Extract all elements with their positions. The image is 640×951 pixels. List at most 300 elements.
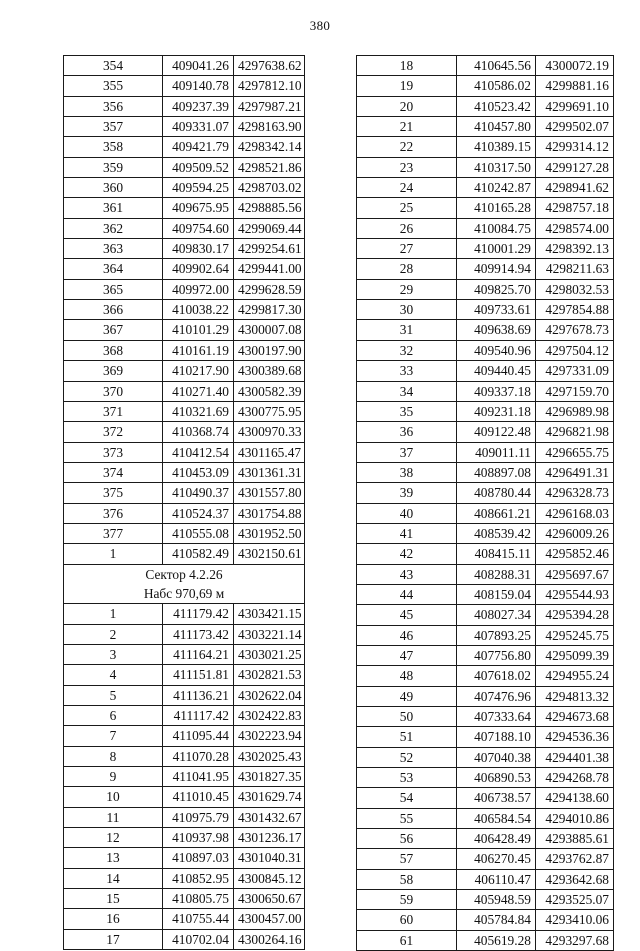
x-coordinate-cell: 410217.90	[163, 361, 234, 381]
y-coordinate-cell: 4300775.95	[234, 401, 305, 421]
y-coordinate-cell: 4301040.31	[234, 848, 305, 868]
table-row	[357, 117, 614, 137]
table-row	[357, 56, 614, 76]
point-number-cell: 371	[64, 401, 163, 421]
point-number-cell: 55	[357, 808, 457, 828]
x-coordinate-cell: 406890.53	[457, 768, 536, 788]
x-coordinate-cell: 406738.57	[457, 788, 536, 808]
x-coordinate-cell: 410165.28	[457, 198, 536, 218]
x-coordinate-cell: 410317.50	[457, 157, 536, 177]
x-coordinate-cell: 407333.64	[457, 707, 536, 727]
x-coordinate-cell: 410453.09	[163, 462, 234, 482]
x-coordinate-cell: 411151.81	[163, 665, 234, 685]
table-row	[357, 645, 614, 665]
table-row	[357, 361, 614, 381]
table-row	[357, 727, 614, 747]
y-coordinate-cell: 4298757.18	[536, 198, 614, 218]
table-row	[64, 300, 305, 320]
y-coordinate-cell: 4301557.80	[234, 483, 305, 503]
point-number-cell: 376	[64, 503, 163, 523]
y-coordinate-cell: 4293525.07	[536, 890, 614, 910]
table-row	[64, 117, 305, 137]
y-coordinate-cell: 4300197.90	[234, 340, 305, 360]
x-coordinate-cell: 409421.79	[163, 137, 234, 157]
y-coordinate-cell: 4300650.67	[234, 889, 305, 909]
point-number-cell: 361	[64, 198, 163, 218]
point-number-cell: 19	[357, 76, 457, 96]
table-row	[64, 56, 305, 76]
table-row	[357, 930, 614, 950]
table-row	[357, 218, 614, 238]
table-row	[357, 829, 614, 849]
x-coordinate-cell: 409675.95	[163, 198, 234, 218]
point-number-cell: 3	[64, 644, 163, 664]
point-number-cell: 354	[64, 56, 163, 76]
table-row	[64, 685, 305, 705]
y-coordinate-cell: 4296328.73	[536, 483, 614, 503]
y-coordinate-cell: 4295245.75	[536, 625, 614, 645]
x-coordinate-cell: 411095.44	[163, 726, 234, 746]
table-row	[357, 96, 614, 116]
point-number-cell: 24	[357, 178, 457, 198]
table-row	[64, 544, 305, 564]
y-coordinate-cell: 4296989.98	[536, 401, 614, 421]
y-coordinate-cell: 4298163.90	[234, 117, 305, 137]
table-row	[357, 625, 614, 645]
point-number-cell: 12	[64, 828, 163, 848]
table-row	[64, 381, 305, 401]
point-number-cell: 2	[64, 624, 163, 644]
table-row	[64, 96, 305, 116]
table-row	[357, 340, 614, 360]
x-coordinate-cell: 408027.34	[457, 605, 536, 625]
point-number-cell: 41	[357, 523, 457, 543]
point-number-cell: 13	[64, 848, 163, 868]
point-number-cell: 366	[64, 300, 163, 320]
table-row	[357, 279, 614, 299]
x-coordinate-cell: 406270.45	[457, 849, 536, 869]
point-number-cell: 1	[64, 544, 163, 564]
y-coordinate-cell: 4295852.46	[536, 544, 614, 564]
x-coordinate-cell: 410555.08	[163, 523, 234, 543]
point-number-cell: 27	[357, 239, 457, 259]
table-row	[357, 564, 614, 584]
x-coordinate-cell: 408780.44	[457, 483, 536, 503]
y-coordinate-cell: 4294536.36	[536, 727, 614, 747]
y-coordinate-cell: 4293885.61	[536, 829, 614, 849]
x-coordinate-cell: 409540.96	[457, 340, 536, 360]
point-number-cell: 61	[357, 930, 457, 950]
point-number-cell: 36	[357, 422, 457, 442]
x-coordinate-cell: 410038.22	[163, 300, 234, 320]
table-row	[64, 604, 305, 624]
table-row	[64, 767, 305, 787]
point-number-cell: 5	[64, 685, 163, 705]
point-number-cell: 357	[64, 117, 163, 137]
y-coordinate-cell: 4301754.88	[234, 503, 305, 523]
point-number-cell: 21	[357, 117, 457, 137]
table-row	[357, 483, 614, 503]
table-row	[64, 76, 305, 96]
table-row	[357, 422, 614, 442]
table-row	[64, 787, 305, 807]
y-coordinate-cell: 4296009.26	[536, 523, 614, 543]
x-coordinate-cell: 408539.42	[457, 523, 536, 543]
x-coordinate-cell: 410412.54	[163, 442, 234, 462]
x-coordinate-cell: 409440.45	[457, 361, 536, 381]
table-row	[357, 198, 614, 218]
table-row	[64, 929, 305, 949]
point-number-cell: 45	[357, 605, 457, 625]
table-row	[64, 624, 305, 644]
x-coordinate-cell: 410645.56	[457, 56, 536, 76]
point-number-cell: 37	[357, 442, 457, 462]
x-coordinate-cell: 410368.74	[163, 422, 234, 442]
point-number-cell: 48	[357, 666, 457, 686]
point-number-cell: 369	[64, 361, 163, 381]
x-coordinate-cell: 410321.69	[163, 401, 234, 421]
table-row	[357, 666, 614, 686]
y-coordinate-cell: 4297504.12	[536, 340, 614, 360]
point-number-cell: 39	[357, 483, 457, 503]
y-coordinate-cell: 4298885.56	[234, 198, 305, 218]
table-row	[64, 523, 305, 543]
table-row	[64, 726, 305, 746]
table-row	[64, 889, 305, 909]
table-row	[64, 279, 305, 299]
x-coordinate-cell: 406584.54	[457, 808, 536, 828]
x-coordinate-cell: 410242.87	[457, 178, 536, 198]
table-row	[357, 707, 614, 727]
y-coordinate-cell: 4295544.93	[536, 584, 614, 604]
table-row	[357, 381, 614, 401]
table-row	[357, 808, 614, 828]
y-coordinate-cell: 4301165.47	[234, 442, 305, 462]
x-coordinate-cell: 407040.38	[457, 747, 536, 767]
point-number-cell: 363	[64, 239, 163, 259]
x-coordinate-cell: 409509.52	[163, 157, 234, 177]
point-number-cell: 7	[64, 726, 163, 746]
y-coordinate-cell: 4296655.75	[536, 442, 614, 462]
point-number-cell: 365	[64, 279, 163, 299]
x-coordinate-cell: 407618.02	[457, 666, 536, 686]
y-coordinate-cell: 4299881.16	[536, 76, 614, 96]
point-number-cell: 10	[64, 787, 163, 807]
x-coordinate-cell: 410755.44	[163, 909, 234, 929]
x-coordinate-cell: 410805.75	[163, 889, 234, 909]
page-number: 380	[309, 18, 331, 33]
y-coordinate-cell: 4293642.68	[536, 869, 614, 889]
x-coordinate-cell: 406110.47	[457, 869, 536, 889]
point-number-cell: 14	[64, 868, 163, 888]
table-row	[64, 868, 305, 888]
x-coordinate-cell: 409914.94	[457, 259, 536, 279]
x-coordinate-cell: 411010.45	[163, 787, 234, 807]
point-number-cell: 50	[357, 707, 457, 727]
y-coordinate-cell: 4300389.68	[234, 361, 305, 381]
x-coordinate-cell: 410084.75	[457, 218, 536, 238]
table-row	[357, 849, 614, 869]
table-row	[64, 259, 305, 279]
x-coordinate-cell: 408897.08	[457, 462, 536, 482]
point-number-cell: 17	[64, 929, 163, 949]
point-number-cell: 373	[64, 442, 163, 462]
y-coordinate-cell: 4301236.17	[234, 828, 305, 848]
table-row	[64, 178, 305, 198]
x-coordinate-cell: 409041.26	[163, 56, 234, 76]
table-row	[357, 788, 614, 808]
table-row	[357, 523, 614, 543]
point-number-cell: 58	[357, 869, 457, 889]
y-coordinate-cell: 4300264.16	[234, 929, 305, 949]
point-number-cell: 367	[64, 320, 163, 340]
x-coordinate-cell: 409011.11	[457, 442, 536, 462]
y-coordinate-cell: 4295394.28	[536, 605, 614, 625]
point-number-cell: 32	[357, 340, 457, 360]
y-coordinate-cell: 4300582.39	[234, 381, 305, 401]
y-coordinate-cell: 4300007.08	[234, 320, 305, 340]
x-coordinate-cell: 409231.18	[457, 401, 536, 421]
y-coordinate-cell: 4300845.12	[234, 868, 305, 888]
x-coordinate-cell: 405948.59	[457, 890, 536, 910]
point-number-cell: 18	[357, 56, 457, 76]
point-number-cell: 49	[357, 686, 457, 706]
point-number-cell: 42	[357, 544, 457, 564]
x-coordinate-cell: 410271.40	[163, 381, 234, 401]
point-number-cell: 26	[357, 218, 457, 238]
table-row	[357, 768, 614, 788]
point-number-cell: 375	[64, 483, 163, 503]
point-number-cell: 8	[64, 746, 163, 766]
y-coordinate-cell: 4301361.31	[234, 462, 305, 482]
y-coordinate-cell: 4302025.43	[234, 746, 305, 766]
point-number-cell: 22	[357, 137, 457, 157]
x-coordinate-cell: 410161.19	[163, 340, 234, 360]
y-coordinate-cell: 4303021.25	[234, 644, 305, 664]
x-coordinate-cell: 411117.42	[163, 706, 234, 726]
y-coordinate-cell: 4303221.14	[234, 624, 305, 644]
table-row	[64, 746, 305, 766]
point-number-cell: 1	[64, 604, 163, 624]
y-coordinate-cell: 4299069.44	[234, 218, 305, 238]
point-number-cell: 377	[64, 523, 163, 543]
table-row	[357, 178, 614, 198]
table-row	[64, 909, 305, 929]
y-coordinate-cell: 4296821.98	[536, 422, 614, 442]
table-row	[357, 544, 614, 564]
table-row	[64, 422, 305, 442]
y-coordinate-cell: 4298211.63	[536, 259, 614, 279]
x-coordinate-cell: 410524.37	[163, 503, 234, 523]
table-row	[357, 300, 614, 320]
y-coordinate-cell: 4299817.30	[234, 300, 305, 320]
x-coordinate-cell: 410975.79	[163, 807, 234, 827]
point-number-cell: 364	[64, 259, 163, 279]
y-coordinate-cell: 4294010.86	[536, 808, 614, 828]
x-coordinate-cell: 407893.25	[457, 625, 536, 645]
x-coordinate-cell: 409825.70	[457, 279, 536, 299]
y-coordinate-cell: 4299254.61	[234, 239, 305, 259]
point-number-cell: 28	[357, 259, 457, 279]
y-coordinate-cell: 4293410.06	[536, 910, 614, 930]
table-row	[64, 665, 305, 685]
table-row	[64, 401, 305, 421]
point-number-cell: 53	[357, 768, 457, 788]
point-number-cell: 57	[357, 849, 457, 869]
point-number-cell: 46	[357, 625, 457, 645]
table-row	[357, 462, 614, 482]
x-coordinate-cell: 409972.00	[163, 279, 234, 299]
table-row	[357, 910, 614, 930]
table-row	[357, 605, 614, 625]
x-coordinate-cell: 408415.11	[457, 544, 536, 564]
x-coordinate-cell: 410001.29	[457, 239, 536, 259]
left-coordinates-table	[63, 55, 305, 950]
point-number-cell: 11	[64, 807, 163, 827]
x-coordinate-cell: 410852.95	[163, 868, 234, 888]
table-row	[64, 828, 305, 848]
y-coordinate-cell: 4298703.02	[234, 178, 305, 198]
point-number-cell: 15	[64, 889, 163, 909]
point-number-cell: 6	[64, 706, 163, 726]
x-coordinate-cell: 411136.21	[163, 685, 234, 705]
table-row	[357, 76, 614, 96]
y-coordinate-cell: 4302150.61	[234, 544, 305, 564]
table-row	[357, 259, 614, 279]
table-row	[64, 706, 305, 726]
y-coordinate-cell: 4293762.87	[536, 849, 614, 869]
x-coordinate-cell: 410586.02	[457, 76, 536, 96]
y-coordinate-cell: 4298342.14	[234, 137, 305, 157]
point-number-cell: 38	[357, 462, 457, 482]
table-row	[64, 218, 305, 238]
point-number-cell: 355	[64, 76, 163, 96]
x-coordinate-cell: 410389.15	[457, 137, 536, 157]
point-number-cell: 29	[357, 279, 457, 299]
table-row	[64, 442, 305, 462]
table-row	[64, 644, 305, 664]
right-table-body	[357, 56, 614, 951]
table-row	[357, 157, 614, 177]
point-number-cell: 20	[357, 96, 457, 116]
y-coordinate-cell: 4298574.00	[536, 218, 614, 238]
table-row	[357, 239, 614, 259]
x-coordinate-cell: 409638.69	[457, 320, 536, 340]
table-row	[64, 462, 305, 482]
y-coordinate-cell: 4299628.59	[234, 279, 305, 299]
y-coordinate-cell: 4303421.15	[234, 604, 305, 624]
x-coordinate-cell: 405784.84	[457, 910, 536, 930]
y-coordinate-cell: 4300457.00	[234, 909, 305, 929]
x-coordinate-cell: 411173.42	[163, 624, 234, 644]
y-coordinate-cell: 4297854.88	[536, 300, 614, 320]
x-coordinate-cell: 410490.37	[163, 483, 234, 503]
y-coordinate-cell: 4302223.94	[234, 726, 305, 746]
x-coordinate-cell: 408159.04	[457, 584, 536, 604]
x-coordinate-cell: 411164.21	[163, 644, 234, 664]
point-number-cell: 360	[64, 178, 163, 198]
x-coordinate-cell: 411070.28	[163, 746, 234, 766]
x-coordinate-cell: 409237.39	[163, 96, 234, 116]
y-coordinate-cell: 4297331.09	[536, 361, 614, 381]
sector-header-cell	[64, 564, 305, 604]
table-row	[357, 686, 614, 706]
point-number-cell: 9	[64, 767, 163, 787]
x-coordinate-cell: 405619.28	[457, 930, 536, 950]
point-number-cell: 374	[64, 462, 163, 482]
x-coordinate-cell: 407476.96	[457, 686, 536, 706]
table-row	[357, 869, 614, 889]
point-number-cell: 30	[357, 300, 457, 320]
table-row	[64, 503, 305, 523]
point-number-cell: 372	[64, 422, 163, 442]
x-coordinate-cell: 408661.21	[457, 503, 536, 523]
y-coordinate-cell: 4294673.68	[536, 707, 614, 727]
point-number-cell: 56	[357, 829, 457, 849]
x-coordinate-cell: 409830.17	[163, 239, 234, 259]
y-coordinate-cell: 4300970.33	[234, 422, 305, 442]
table-row	[357, 890, 614, 910]
x-coordinate-cell: 410457.80	[457, 117, 536, 137]
x-coordinate-cell: 409733.61	[457, 300, 536, 320]
y-coordinate-cell: 4301432.67	[234, 807, 305, 827]
y-coordinate-cell: 4299127.28	[536, 157, 614, 177]
y-coordinate-cell: 4294401.38	[536, 747, 614, 767]
left-table-body	[64, 56, 305, 950]
point-number-cell: 370	[64, 381, 163, 401]
point-number-cell: 52	[357, 747, 457, 767]
y-coordinate-cell: 4294955.24	[536, 666, 614, 686]
x-coordinate-cell: 409754.60	[163, 218, 234, 238]
x-coordinate-cell: 409122.48	[457, 422, 536, 442]
point-number-cell: 356	[64, 96, 163, 116]
y-coordinate-cell: 4302622.04	[234, 685, 305, 705]
table-row	[357, 584, 614, 604]
point-number-cell: 54	[357, 788, 457, 808]
point-number-cell: 23	[357, 157, 457, 177]
x-coordinate-cell: 407188.10	[457, 727, 536, 747]
point-number-cell: 51	[357, 727, 457, 747]
point-number-cell: 31	[357, 320, 457, 340]
x-coordinate-cell: 410702.04	[163, 929, 234, 949]
point-number-cell: 60	[357, 910, 457, 930]
y-coordinate-cell: 4299314.12	[536, 137, 614, 157]
y-coordinate-cell: 4301827.35	[234, 767, 305, 787]
x-coordinate-cell: 411041.95	[163, 767, 234, 787]
table-row	[357, 747, 614, 767]
table-row	[357, 137, 614, 157]
y-coordinate-cell: 4297159.70	[536, 381, 614, 401]
x-coordinate-cell: 409902.64	[163, 259, 234, 279]
table-row	[64, 848, 305, 868]
y-coordinate-cell: 4294268.78	[536, 768, 614, 788]
point-number-cell: 16	[64, 909, 163, 929]
x-coordinate-cell: 407756.80	[457, 645, 536, 665]
table-row	[357, 401, 614, 421]
table-row	[64, 340, 305, 360]
y-coordinate-cell: 4302422.83	[234, 706, 305, 726]
table-row	[64, 361, 305, 381]
point-number-cell: 368	[64, 340, 163, 360]
point-number-cell: 35	[357, 401, 457, 421]
sector-area: Набс 970,69 м	[143, 585, 225, 601]
table-row	[64, 320, 305, 340]
x-coordinate-cell: 409331.07	[163, 117, 234, 137]
point-number-cell: 25	[357, 198, 457, 218]
point-number-cell: 34	[357, 381, 457, 401]
table-row	[357, 503, 614, 523]
table-row	[64, 239, 305, 259]
